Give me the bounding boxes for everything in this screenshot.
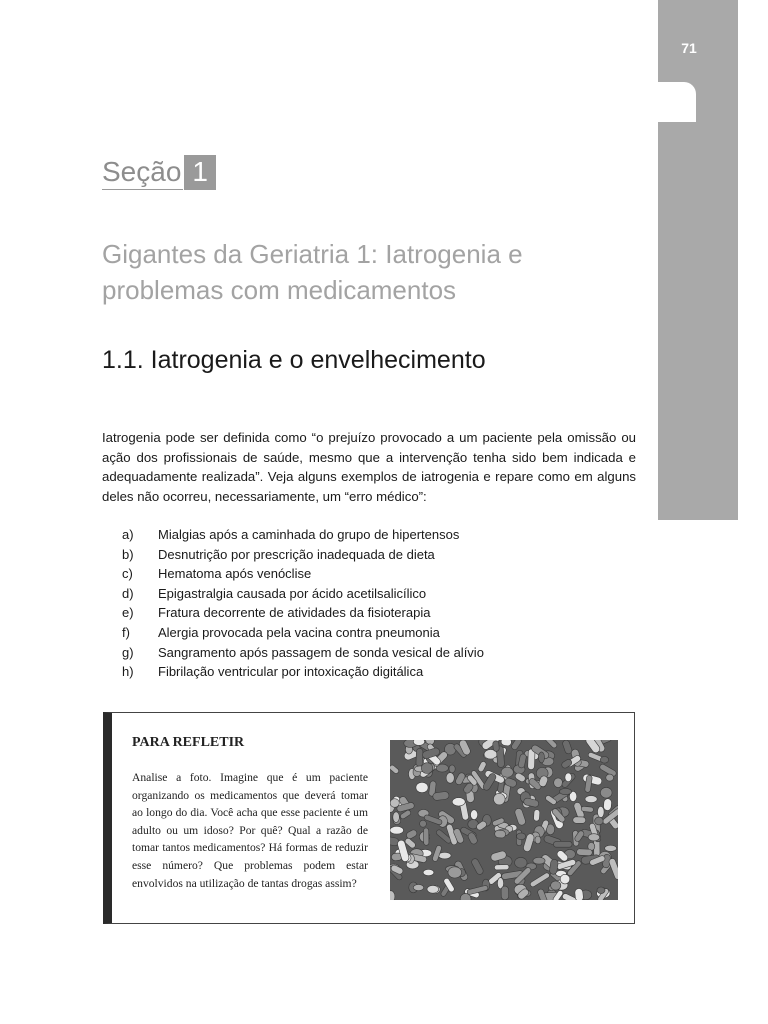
pill-shape xyxy=(606,774,614,781)
pill-shape xyxy=(595,817,604,825)
pill-shape xyxy=(421,763,432,774)
list-letter: f) xyxy=(122,624,130,640)
pill-shape xyxy=(576,849,592,856)
list-item xyxy=(122,662,484,682)
pill-shape xyxy=(471,810,478,820)
list-text: Hematoma após venóclise xyxy=(158,566,312,582)
pill-shape xyxy=(559,789,571,795)
pill-shape xyxy=(588,834,600,841)
pill-shape xyxy=(533,857,545,864)
pill-shape xyxy=(393,812,400,823)
intro-paragraph: Iatrogenia pode ser definida como “o prejuízo provocado a um paciente pela omissão ou ação dos profissionais de saúde, mesmo que a intervenção tenha sido bem indicada e adequadamente realizada”. Veja alguns exemplos de iatrogenia e repare como em alguns deles não ocorreu, necessariamente, um “erro médico”: xyxy=(102,430,636,504)
pill-shape xyxy=(452,798,465,806)
pill-shape xyxy=(605,845,617,851)
pill-shape xyxy=(449,765,455,773)
list-text: Sangramento após passagem de sonda vesical de alívio xyxy=(158,644,484,660)
pill-shape xyxy=(554,778,563,788)
pills-photo xyxy=(390,740,618,900)
pill-shape xyxy=(573,817,586,824)
list-text: Alergia provocada pela vacina contra pneumonia xyxy=(158,624,440,640)
pill-shape xyxy=(597,887,605,894)
list-letter: c) xyxy=(122,566,133,582)
pill-shape xyxy=(501,767,513,777)
pill-shape xyxy=(581,806,594,812)
list-item xyxy=(122,525,484,545)
pill-shape xyxy=(423,869,434,875)
pill-shape xyxy=(560,874,570,884)
section-number: 1 xyxy=(184,155,216,190)
pill-shape xyxy=(585,796,597,803)
pill-shape xyxy=(600,757,608,764)
pill-shape xyxy=(446,773,454,784)
section-label xyxy=(102,155,216,190)
section-word: Seção xyxy=(102,155,183,190)
list-letter: d) xyxy=(122,585,134,601)
pill-shape xyxy=(494,830,506,838)
pill-shape xyxy=(535,836,541,844)
list-text: Desnutrição por prescrição inadequada de dieta xyxy=(158,546,435,562)
pill-shape xyxy=(539,752,545,763)
list-text: Mialgias após a caminhada do grupo de hipertensos xyxy=(158,527,460,542)
pill-shape xyxy=(438,852,451,859)
list-letter: h) xyxy=(122,664,134,680)
pill-shape xyxy=(448,867,462,878)
list-item xyxy=(122,623,484,643)
pill-shape xyxy=(420,820,427,827)
pill-shape xyxy=(423,828,429,845)
pill-shape xyxy=(533,809,540,821)
pill-shape xyxy=(553,841,572,847)
pill-shape xyxy=(501,886,509,900)
list-item xyxy=(122,643,484,663)
list-text: Fratura decorrente de atividades da fisioterapia xyxy=(158,605,431,621)
list-item xyxy=(122,603,484,623)
pill-shape xyxy=(515,857,527,868)
list-item xyxy=(122,584,484,604)
list-text: Fibrilação ventricular por intoxicação digitálica xyxy=(158,664,424,680)
pill-shape xyxy=(598,806,605,817)
pill-shape xyxy=(551,881,561,890)
pill-shape xyxy=(413,740,424,745)
list-item xyxy=(122,545,484,565)
pill-shape xyxy=(390,826,404,834)
list-text: Epigastralgia causada por ácido acetilsalicílico xyxy=(158,585,427,601)
reflect-box xyxy=(103,712,635,924)
list-item xyxy=(122,564,484,584)
page-number: 71 xyxy=(681,40,697,56)
pill-shape xyxy=(416,782,428,792)
pill-shape xyxy=(416,748,423,766)
page-side-tab xyxy=(658,0,738,520)
pill-shape xyxy=(494,793,506,805)
pill-shape xyxy=(603,798,612,810)
pill-shape xyxy=(565,773,572,782)
examples-list xyxy=(122,525,484,682)
chapter-title: Gigantes da Geriatria 1: Iatrogenia e problemas com medicamentos xyxy=(102,239,523,305)
pill-shape xyxy=(427,885,439,893)
pill-shape xyxy=(600,787,612,798)
pill-shape xyxy=(492,741,499,752)
tab-notch xyxy=(658,82,696,122)
pill-shape xyxy=(413,885,423,891)
reflect-text: Analise a foto. Imagine que é um paciente organizando os medicamentos que deverá tomar ao longo do dia. Você acha que esse paciente é um adulto ou um idoso? Por quê? Qual a razão de tomar tantos medicamentos? Há formas de reduzir esse número? Que problemas podem estar envolvidos na utilização de tantas drogas assim? xyxy=(132,771,368,890)
pill-shape xyxy=(494,864,509,870)
list-letter: b) xyxy=(122,546,134,562)
list-letter: e) xyxy=(122,605,134,621)
list-letter: g) xyxy=(122,644,134,660)
reflect-title: PARA REFLETIR xyxy=(132,735,245,750)
subsection-title: 1.1. Iatrogenia e o envelhecimento xyxy=(102,346,486,374)
list-letter: a) xyxy=(122,527,134,542)
pill-shape xyxy=(390,799,399,808)
pill-shape xyxy=(517,833,526,840)
